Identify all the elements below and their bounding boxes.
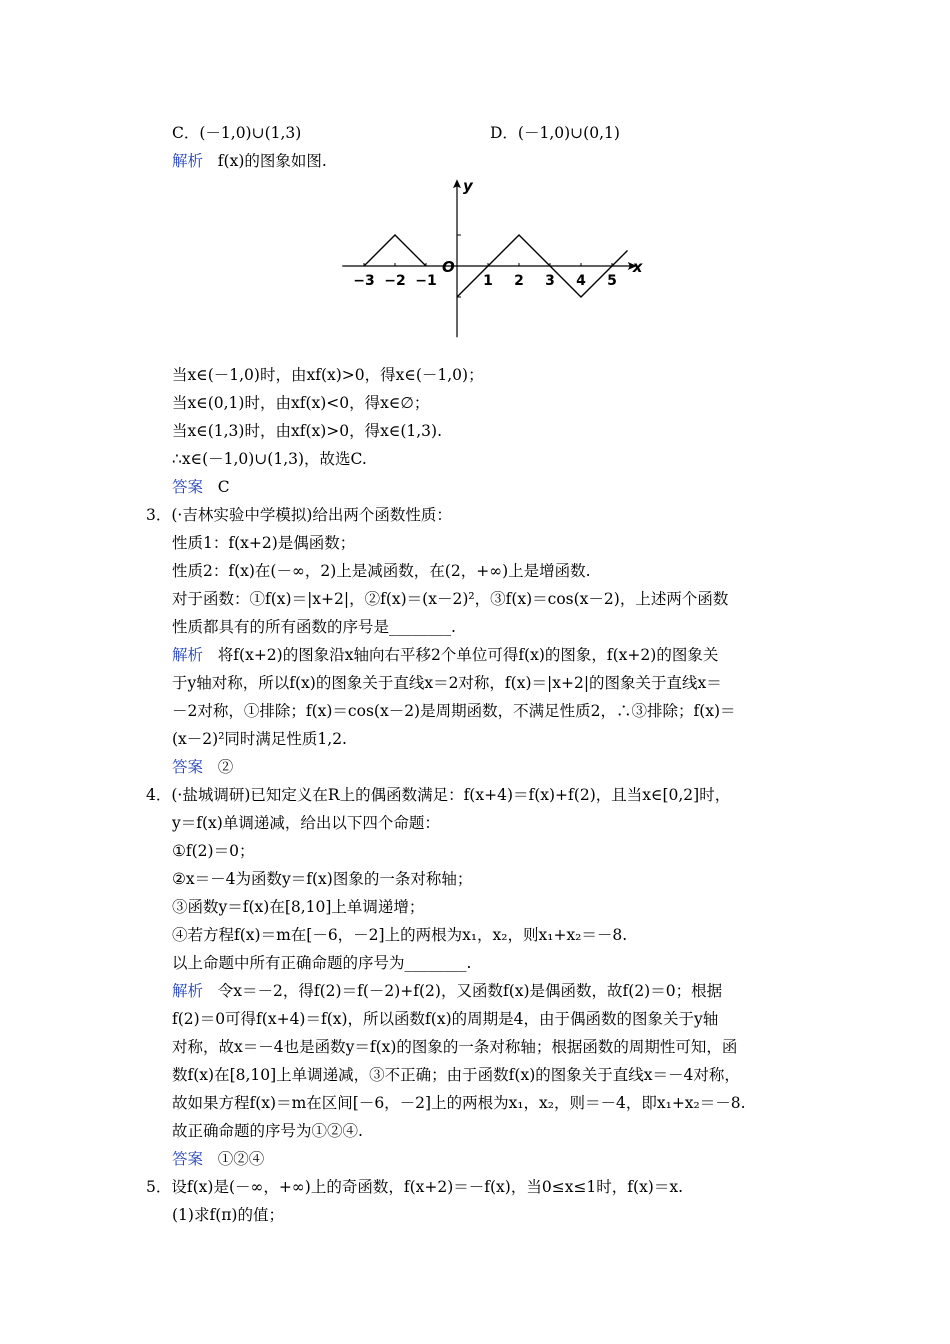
q3-analysis-line: 于y轴对称，所以f(x)的图象关于直线x＝2对称，f(x)＝|x+2|的图象关于直线x＝: [172, 674, 722, 692]
x-tick-label: 5: [607, 273, 617, 289]
q4-line: ①f(2)＝0；: [172, 842, 255, 860]
option-d: D．(－1,0)∪(0,1): [490, 124, 620, 142]
q4-answer: [172, 1149, 264, 1169]
origin-label: O: [442, 258, 455, 276]
q2-line-2: 当x∈(0,1)时，由xf(x)<0，得x∈∅；: [172, 394, 430, 412]
question-intro: 设f(x)是(－∞，+∞)上的奇函数，f(x+2)＝－f(x)，当0≤x≤1时，f(x)＝x.: [171, 1178, 684, 1196]
q2-line-4: ∴x∈(－1,0)∪(1,3)，故选C.: [172, 450, 367, 468]
x-tick-label: −3: [353, 273, 375, 289]
q3-prop-2: 性质2：f(x)在(－∞，2)上是减函数，在(2，+∞)上是增函数.: [172, 562, 591, 580]
q4-analysis-line: 故如果方程f(x)＝m在区间[－6，－2]上的两根为x₁，x₂，则＝－4，即x₁+x₂＝－8.: [172, 1094, 746, 1112]
answer-value: ①②④: [217, 1150, 265, 1168]
q2-line-1: 当x∈(－1,0)时，由xf(x)>0，得x∈(－1,0)；: [172, 366, 484, 384]
analysis-label: 解析: [172, 982, 204, 1000]
question-number: 5．: [146, 1178, 172, 1196]
x-tick-label: 1: [483, 273, 493, 289]
question-number: 3．: [146, 506, 172, 524]
answer-value: C: [217, 478, 230, 496]
q4-line: ②x＝－4为函数y＝f(x)图象的一条对称轴；: [172, 870, 473, 888]
q3-analysis: [172, 645, 718, 665]
q3-prompt-1: 对于函数：①f(x)＝|x+2|，②f(x)＝(x－2)²，③f(x)＝cos(x－2)，上述两个函数: [172, 590, 729, 608]
q3-prompt-2: 性质都具有的所有函数的序号是________.: [172, 618, 456, 636]
function-curve-segment: [364, 235, 426, 266]
answer-label: 答案: [172, 478, 204, 496]
q3-intro: [146, 505, 452, 525]
analysis-label: 解析: [172, 152, 204, 170]
q4-line: 以上命题中所有正确命题的序号为________.: [172, 954, 472, 972]
q3-answer: [172, 757, 233, 777]
x-axis-label: x: [632, 258, 643, 276]
x-tick-label: −2: [384, 273, 406, 289]
q4-analysis-line: f(2)＝0可得f(x+4)＝f(x)，所以函数f(x)的周期是4，由于偶函数的图象关于y轴: [172, 1010, 719, 1028]
q4-analysis-line: 故正确命题的序号为①②④.: [172, 1122, 363, 1140]
analysis-label: 解析: [172, 646, 204, 664]
graph-axes: [342, 179, 637, 337]
q4-analysis: [172, 981, 722, 1001]
q3-analysis-line: (x－2)²同时满足性质1,2.: [172, 730, 347, 748]
question-intro: (·盐城调研)已知定义在R上的偶函数满足：f(x+4)＝f(x)+f(2)，且当x∈[0,2]时，: [171, 786, 731, 804]
function-graph: [330, 178, 650, 353]
q3-prop-1: 性质1：f(x+2)是偶函数；: [172, 534, 356, 552]
q5-intro: [146, 1177, 683, 1197]
answer-label: 答案: [172, 1150, 204, 1168]
q4-line: y＝f(x)单调递减，给出以下四个命题：: [172, 814, 440, 832]
question-number: 4．: [146, 786, 172, 804]
option-c: C．(－1,0)∪(1,3): [172, 124, 302, 142]
answer-value: ②: [217, 758, 234, 776]
q4-analysis-line: 数f(x)在[8,10]上单调递减，③不正确；由于函数f(x)的图象关于直线x＝－4对称，: [172, 1066, 740, 1084]
question-intro: (·吉林实验中学模拟)给出两个函数性质：: [171, 506, 452, 524]
x-tick-label: 3: [545, 273, 555, 289]
q4-line: ③函数y＝f(x)在[8,10]上单调递增；: [172, 898, 425, 916]
q4-analysis-line: 对称，故x＝－4也是函数y＝f(x)的图象的一条对称轴；根据函数的周期性可知，函: [172, 1038, 738, 1056]
answer-label: 答案: [172, 758, 204, 776]
y-axis-label: y: [463, 178, 473, 196]
q5-sub-1: (1)求f(π)的值；: [172, 1206, 284, 1224]
analysis-text: f(x)的图象如图.: [217, 152, 327, 170]
q2-line-3: 当x∈(1,3)时，由xf(x)>0，得x∈(1,3).: [172, 422, 443, 440]
x-tick-label: 2: [514, 273, 524, 289]
q3-analysis-line: －2对称，①排除；f(x)＝cos(x－2)是周期函数，不满足性质2，∴③排除；f(x)＝: [172, 702, 736, 720]
q2-answer: [172, 477, 230, 497]
x-tick-label: −1: [415, 273, 437, 289]
analysis-text: 令x＝－2，得f(2)＝f(－2)+f(2)，又函数f(x)是偶函数，故f(2)＝0；根据: [217, 982, 723, 1000]
q2-analysis: [172, 151, 327, 171]
analysis-text: 将f(x+2)的图象沿x轴向右平移2个单位可得f(x)的图象，f(x+2)的图象关: [217, 646, 719, 664]
x-tick-label: 4: [576, 273, 586, 289]
q4-line: ④若方程f(x)＝m在[－6，－2]上的两根为x₁，x₂，则x₁+x₂＝－8.: [172, 926, 628, 944]
q4-intro: [146, 785, 730, 805]
